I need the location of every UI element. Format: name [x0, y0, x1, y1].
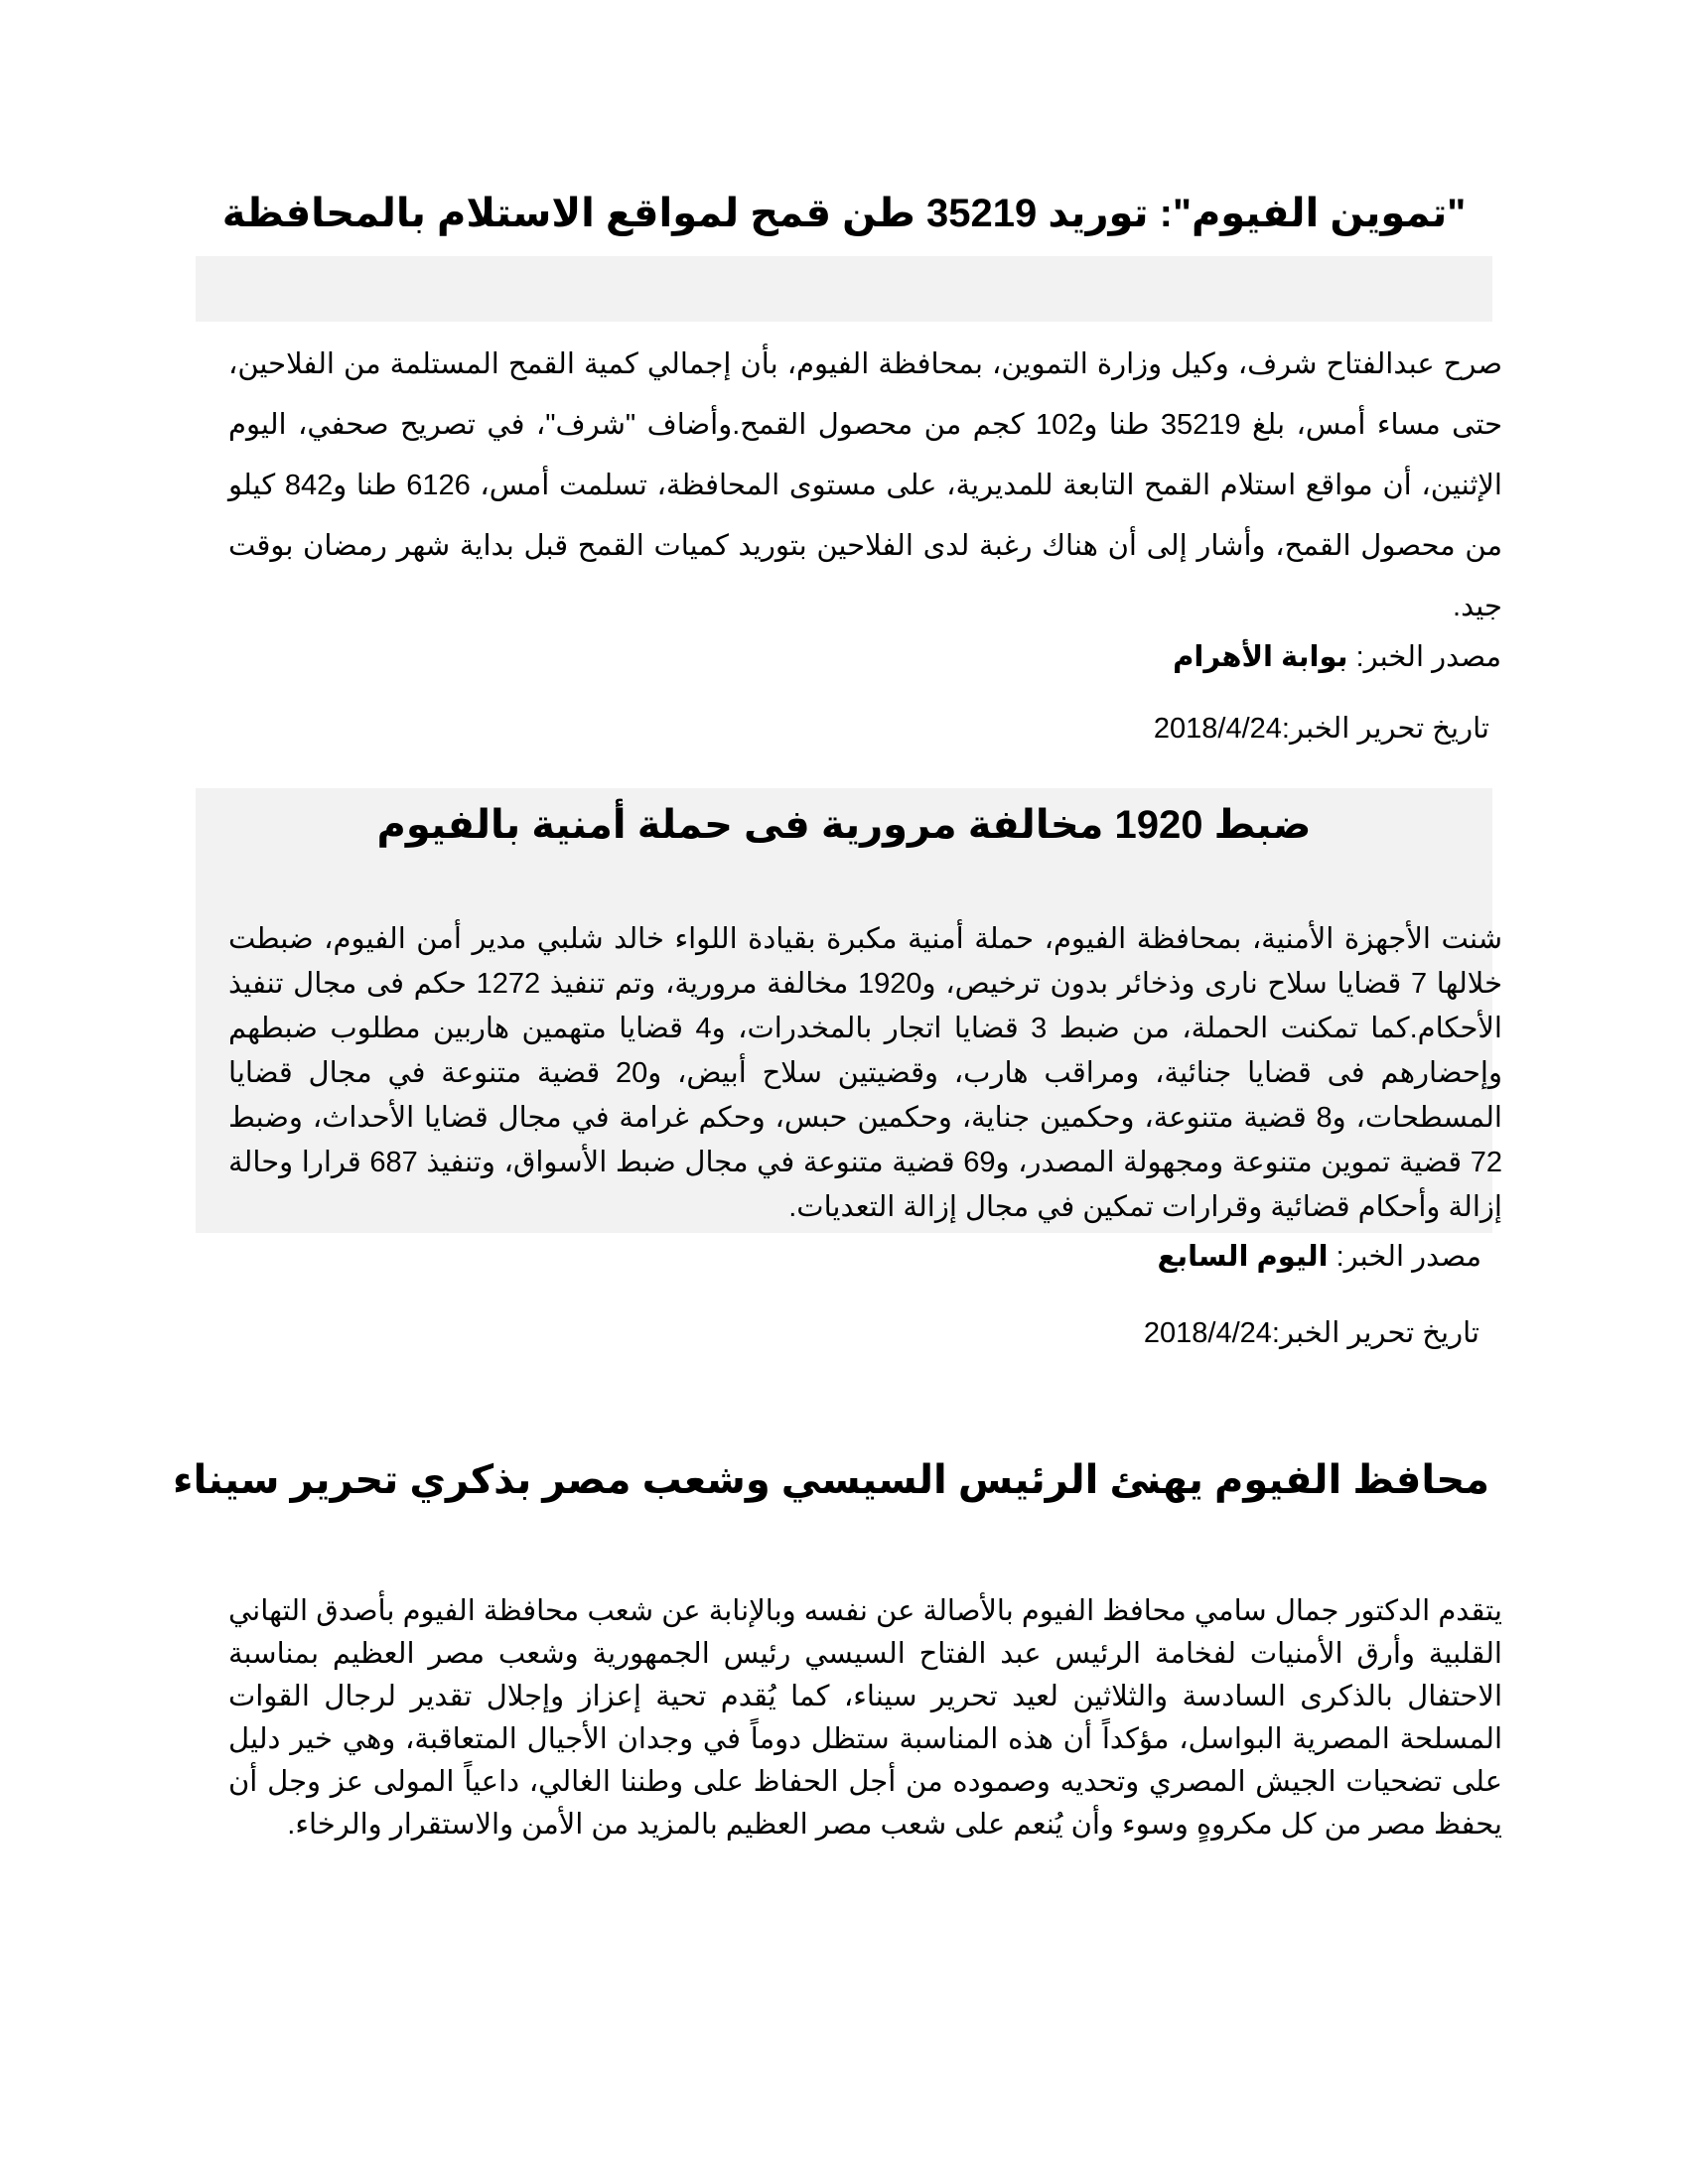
article-2-title: ضبط 1920 مخالفة مرورية فى حملة أمنية بالفيوم	[376, 803, 1312, 847]
article-1-source	[1173, 639, 1501, 674]
date-label: تاريخ تحرير الخبر:	[1281, 713, 1489, 745]
article-3-body: يتقدم الدكتور جمال سامي محافظ الفيوم بالأصالة عن نفسه وبالإنابة عن شعب محافظة الفيوم بأصدق التهاني القلبية وأرق الأمنيات لفخامة الرئيس عبد الفتاح السيسي رئيس الجمهورية وشعب مصر العظيم بمناسبة الاحتفال بالذكرى السادسة والثلاثين لعيد تحرير سيناء، كما يُقدم تحية إعزاز وإجلال تقدير لرجال القوات المسلحة المصرية البواسل، مؤكداً أن هذه المناسبة ستظل دوماً في وجدان الأجيال المتعاقبة، وهي خير دليل على تضحيات الجيش المصري وتحديه وصموده من أجل الحفاظ على وطننا الغالي، داعياً المولى عز وجل أن يحفظ مصر من كل مكروهٍ وسوء وأن يُنعم على شعب مصر العظيم بالمزيد من الأمن والاستقرار والرخاء.	[228, 1595, 1502, 1841]
source-name: اليوم السابع	[1157, 1241, 1329, 1273]
date-value: 2018/4/24	[1153, 713, 1282, 745]
article-1-gray-band	[196, 256, 1492, 322]
article-2-date	[1144, 1315, 1479, 1350]
source-name: بوابة الأهرام	[1173, 641, 1348, 673]
article-1-body: صرح عبدالفتاح شرف، وكيل وزارة التموين، بمحافظة الفيوم، بأن إجمالي كمية القمح المستلمة من الفلاحين، حتى مساء أمس، بلغ 35219 طنا و102 كجم من محصول القمح.وأضاف "شرف"، في تصريح صحفي، اليوم الإثنين، أن مواقع استلام القمح التابعة للمديرية، على مستوى المحافظة، تسلمت أمس، 6126 طنا و842 كيلو من محصول القمح، وأشار إلى أن هناك رغبة لدى الفلاحين بتوريد كميات القمح قبل بداية شهر رمضان بوقت جيد.	[228, 348, 1503, 622]
article-2-body: شنت الأجهزة الأمنية، بمحافظة الفيوم، حملة أمنية مكبرة بقيادة اللواء خالد شلبي مدير أمن الفيوم، ضبطت خلالها 7 قضايا سلاح نارى وذخائر بدون ترخيص، و1920 مخالفة مرورية، وتم تنفيذ 1272 حكم فى مجال تنفيذ الأحكام.كما تمكنت الحملة، من ضبط 3 قضايا اتجار بالمخدرات، و4 قضايا متهمين هاربين مطلوب ضبطهم وإحضارهم فى قضايا جنائية، ومراقب هارب، وقضيتين سلاح أبيض، و20 قضية متنوعة في مجال قضايا المسطحات، و8 قضية متنوعة، وحكمين جناية، وحكمين حبس، وحكم غرامة في مجال قضايا الأحداث، وضبط 72 قضية تموين متنوعة ومجهولة المصدر، و69 قضية متنوعة في مجال ضبط الأسواق، وتنفيذ 687 قرارا وحالة إزالة وأحكام قضائية وقرارات تمكين في مجال إزالة التعديات.	[228, 923, 1503, 1223]
source-label: مصدر الخبر:	[1355, 641, 1501, 673]
date-value: 2018/4/24	[1143, 1317, 1272, 1349]
date-label: تاريخ تحرير الخبر:	[1271, 1317, 1479, 1349]
article-2-source	[1157, 1239, 1481, 1274]
article-1-date	[1154, 711, 1489, 746]
article-3-title: محافظ الفيوم يهنئ الرئيس السيسي وشعب مصر بذكري تحرير سيناء	[173, 1458, 1489, 1502]
source-label: مصدر الخبر:	[1336, 1241, 1481, 1273]
article-1-title: "تموين الفيوم": توريد 35219 طن قمح لمواقع الاستلام بالمحافظة	[221, 192, 1467, 235]
